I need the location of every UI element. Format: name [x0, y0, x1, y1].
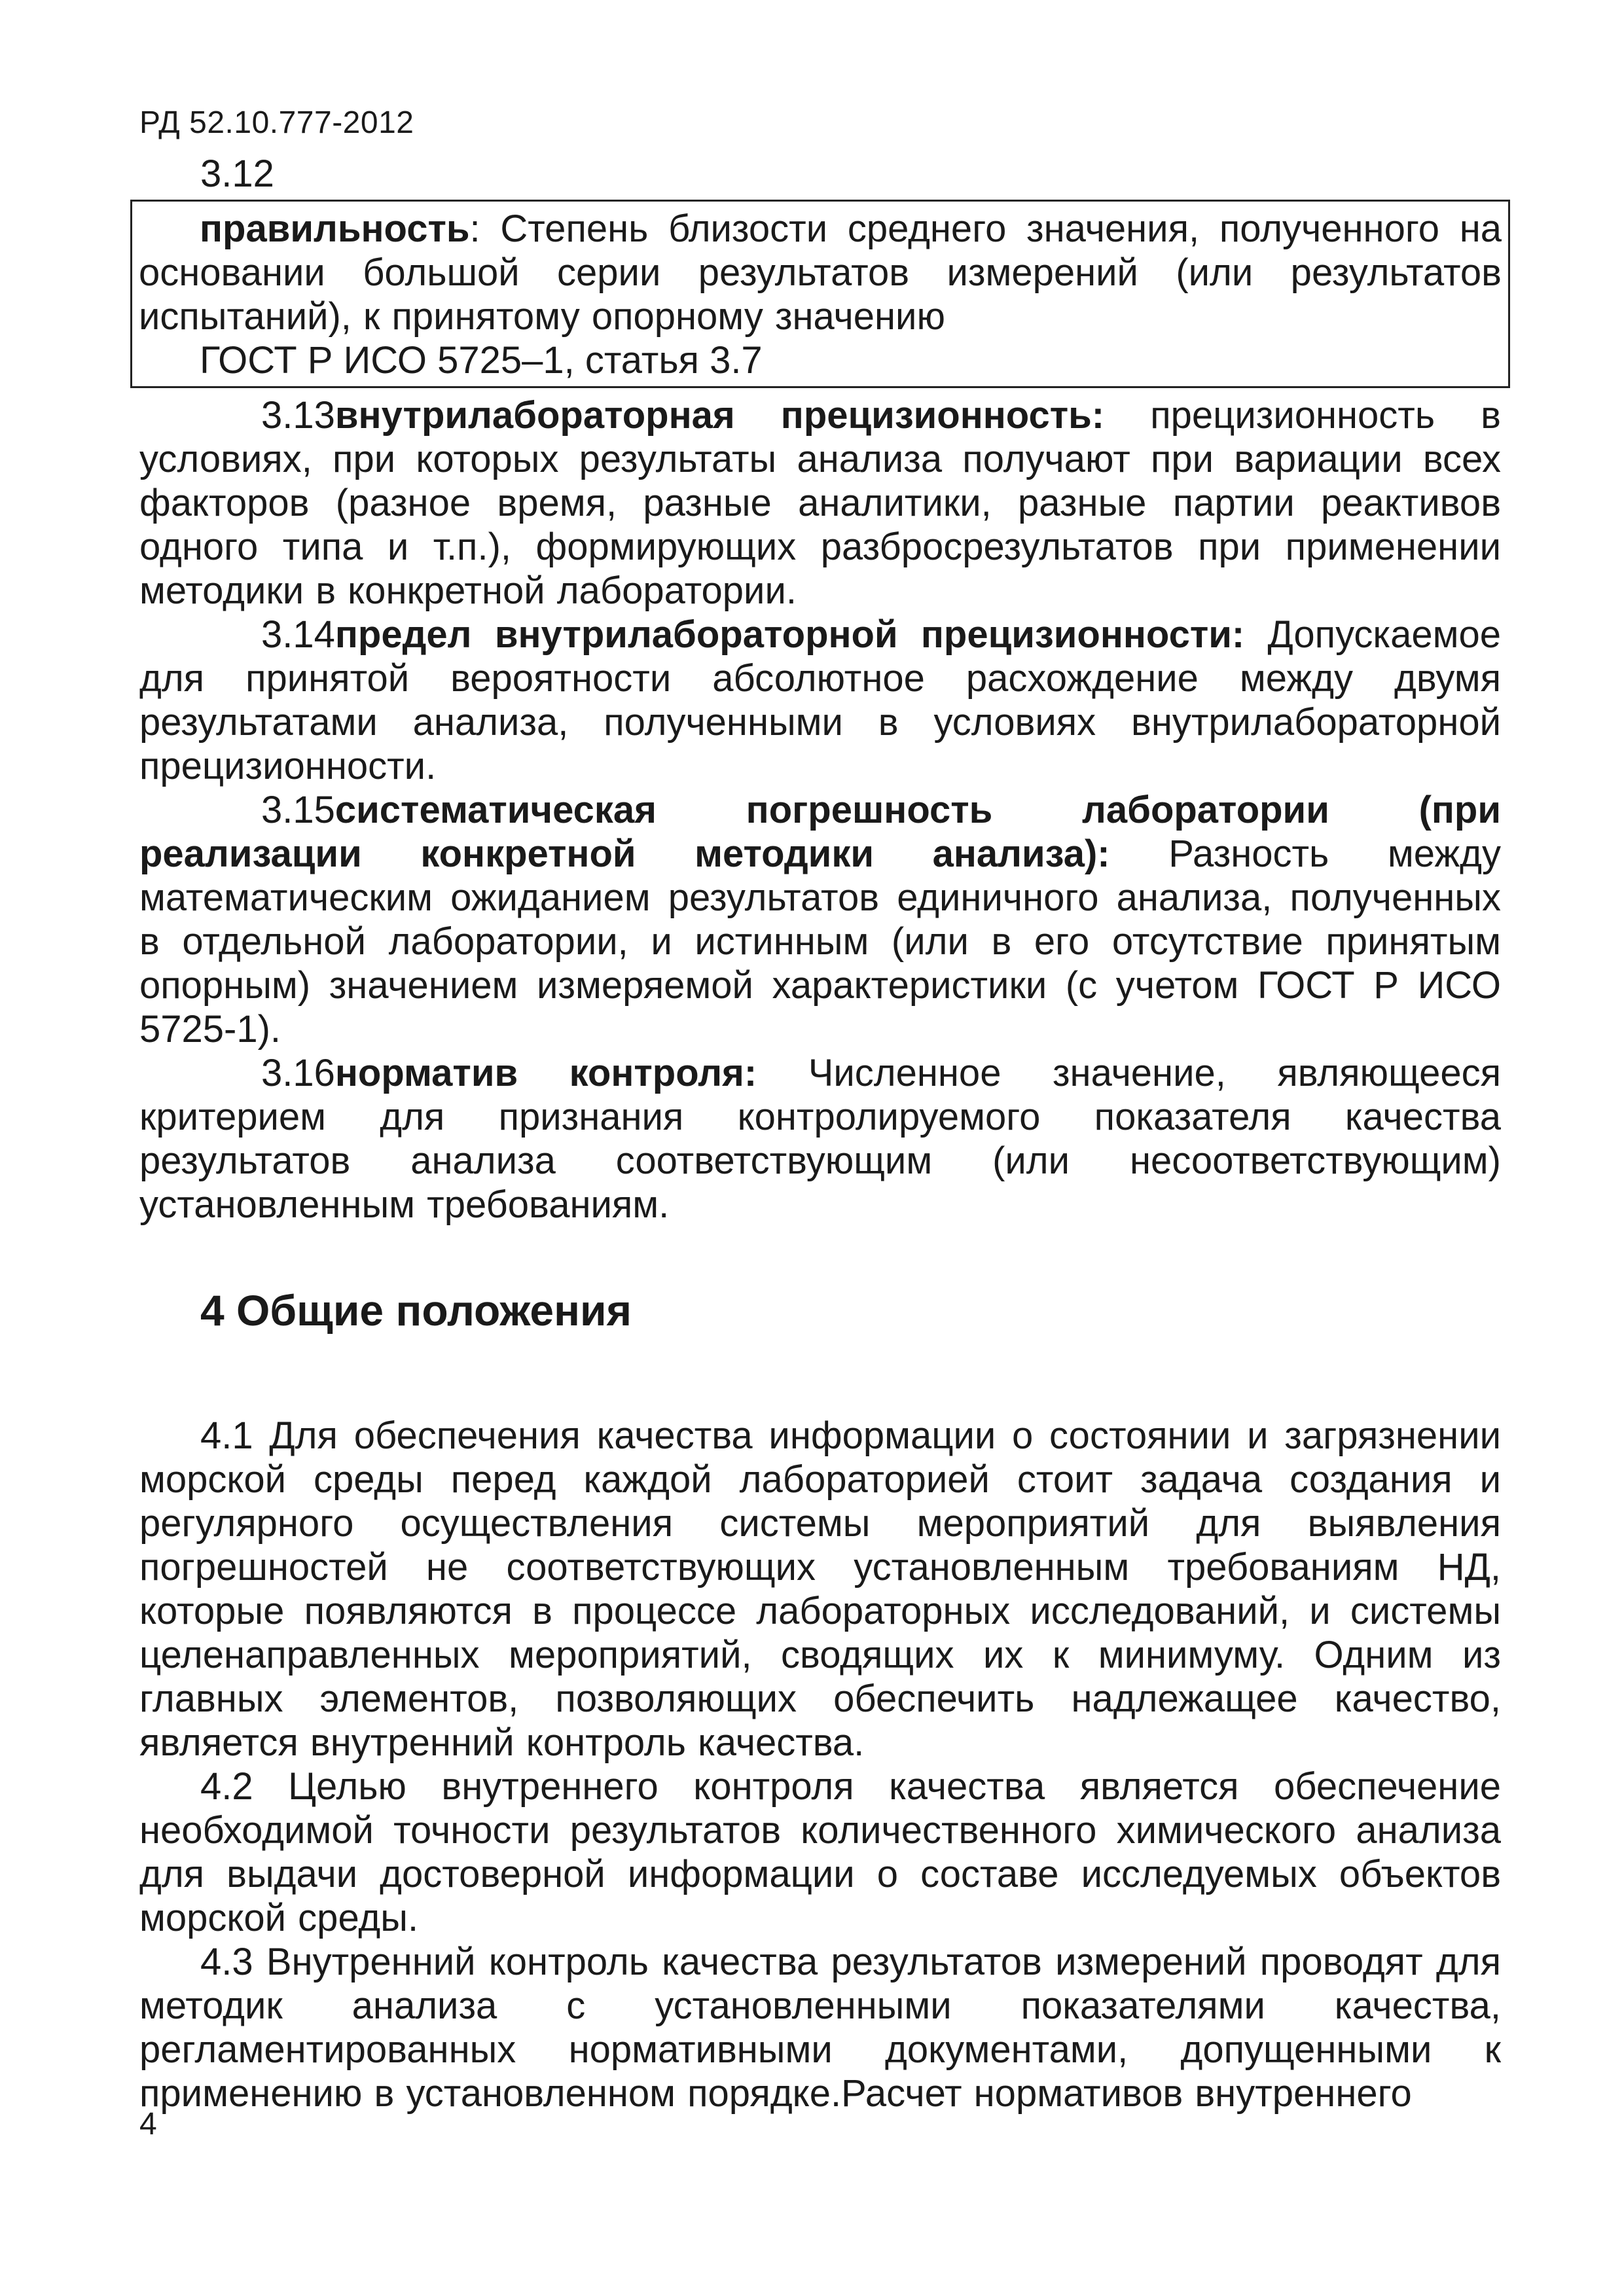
term-3-16: норматив контроля: [334, 1052, 757, 1094]
page-number: 4 [139, 2107, 157, 2142]
section-4-body [139, 1414, 1501, 2115]
paragraph-4-2: 4.2 Целью внутреннего контроля качества является обеспечение необходимой точности результатов количественного химического анализа для выдачи достоверной информации о составе исследуемых объектов морской среды. [139, 1765, 1501, 1939]
clause-3-14 [139, 613, 1501, 788]
term-3-15: систематическая погрешность лаборатории (при реализации конкретной методики анализа): [139, 789, 1501, 875]
clause-3-12-text [139, 207, 1502, 338]
definition-3-16: Численное значение, являющееся критерием для признания контролируемого показателя качества результатов анализа соответствующим (или несоответствующим) установленным требованиям. [139, 1052, 1501, 1226]
clause-3-15 [139, 788, 1501, 1051]
document-body [139, 152, 1501, 2115]
reference-3-12: ГОСТ Р ИСО 5725–1, статья 3.7 [200, 339, 763, 382]
boxed-definition-3-12 [130, 200, 1510, 388]
definition-3-12: : Степень близости среднего значения, полученного на основании большой серии результатов измерений (или результатов испытаний), к принятому опорному значению [139, 207, 1502, 338]
clause-3-13 [139, 393, 1501, 613]
clause-number-3-12: 3.12 [200, 152, 274, 195]
term-3-13: внутрилабораторная прецизионность: [334, 394, 1105, 437]
term-3-14: предел внутрилабораторной прецизионности: [334, 613, 1245, 656]
clause-number-3-14: 3.14 [261, 613, 335, 656]
clause-number-3-13: 3.13 [261, 394, 335, 437]
clause-3-16 [139, 1051, 1501, 1227]
definition-3-15: Разность между математическим ожиданием результатов единичного анализа, полученных в отдельной лаборатории, и истинным (или в его отсутствие принятым опорным) значением измеряемой характеристики (с учетом ГОСТ Р ИСО 5725-1). [139, 833, 1501, 1050]
term-3-12: правильность [200, 207, 470, 250]
clause-number-3-16: 3.16 [261, 1052, 335, 1094]
paragraph-4-3: 4.3 Внутренний контроль качества результатов измерений проводят для методик анализа с установленными показателями качества, регламентированных нормативными документами, допущенными к применению в установленном порядке.Расчет нормативов внутреннего [139, 1941, 1501, 2115]
paragraph-4-1: 4.1 Для обеспечения качества информации о состоянии и загрязнении морской среды перед каждой лабораторией стоит задача создания и регулярного осуществления системы мероприятий для выявления погрешностей не соответствующих установленным требованиям НД, которые появляются в процессе лабораторных исследований, и системы целенаправленных мероприятий, сводящих их к минимуму. Одним из главных элементов, позволяющих обеспечить надлежащее качество, является внутренний контроль качества. [139, 1414, 1501, 1764]
section-heading-4: 4 Общие положения [200, 1286, 632, 1335]
clause-number-3-15: 3.15 [261, 789, 335, 831]
document-header: РД 52.10.777-2012 [139, 105, 414, 140]
definition-3-14: Допускаемое для принятой вероятности абсолютное расхождение между двумя результатами анализа, полученными в условиях внутрилабораторной прецизионности. [139, 613, 1501, 787]
definition-3-13: прецизионность в условиях, при которых результаты анализа получают при вариации всех факторов (разное время, разные аналитики, разные партии реактивов одного типа и т.п.), формирующих разбросрезультатов при применении методики в конкретной лаборатории. [139, 394, 1501, 612]
